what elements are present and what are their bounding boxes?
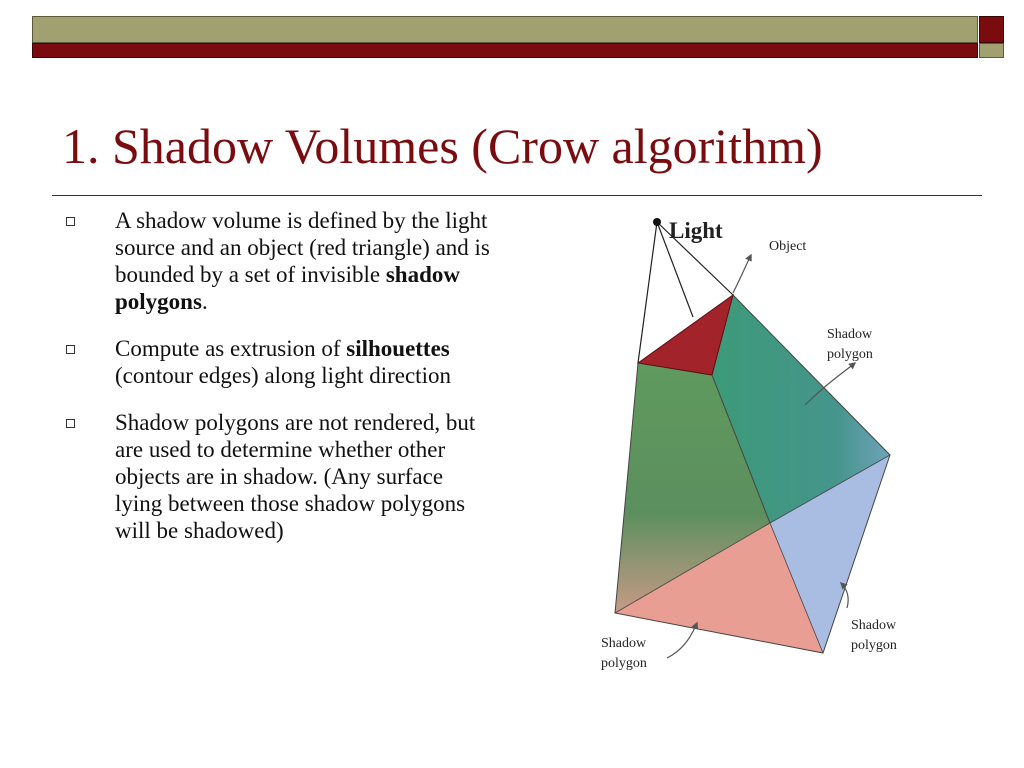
banner-maroon-bar	[32, 43, 978, 58]
bullet-item	[62, 335, 492, 389]
object-pointer-arrow	[733, 255, 751, 293]
label-line: polygon	[601, 656, 647, 671]
bullet-text-end: .	[201, 289, 208, 314]
light-source-dot	[653, 218, 661, 226]
bullet-bold-term: shadow polygons	[115, 262, 461, 314]
bullet-text: Shadow polygons are not rendered, but are used to determine whether other objects are in shadow. (Any surface lying between those shadow polygons will be shadowed)	[115, 410, 476, 543]
label-line: Shadow	[851, 618, 897, 633]
bullet-bold-term: silhouettes	[346, 336, 450, 361]
shadow-polygon-label-top	[827, 327, 876, 362]
label-line: Shadow	[827, 327, 873, 342]
banner-square-top	[979, 16, 1004, 43]
light-ray	[638, 222, 657, 363]
bullet-text: A shadow volume is defined by the light source and an object (red triangle) and is bounded by a set of invisible	[115, 208, 490, 287]
bullet-text: Compute as extrusion of	[115, 336, 347, 361]
banner-square-bottom	[979, 43, 1004, 58]
bullet-item	[62, 207, 492, 315]
bullet-text-end: (contour edges) along light direction	[115, 363, 451, 388]
label-line: polygon	[827, 347, 873, 362]
title-divider	[52, 195, 982, 196]
banner-olive-bar	[32, 16, 978, 43]
hollow-square-bullet-icon	[66, 345, 75, 354]
hollow-square-bullet-icon	[66, 419, 75, 428]
object-label: Object	[769, 239, 807, 254]
label-line: Shadow	[601, 636, 647, 651]
title-banner	[0, 0, 1024, 60]
hollow-square-bullet-icon	[66, 217, 75, 226]
shadow-polygon-label-right	[851, 618, 900, 653]
bullet-item	[62, 409, 492, 544]
slide-title: 1. Shadow Volumes (Crow algorithm)	[62, 118, 823, 174]
light-label: Light	[669, 218, 723, 243]
shadow-volume-svg	[585, 205, 915, 675]
bullet-list	[62, 207, 492, 564]
shadow-volume-diagram	[585, 205, 915, 675]
shadow-polygon-label-left	[601, 636, 650, 671]
label-line: polygon	[851, 638, 897, 653]
